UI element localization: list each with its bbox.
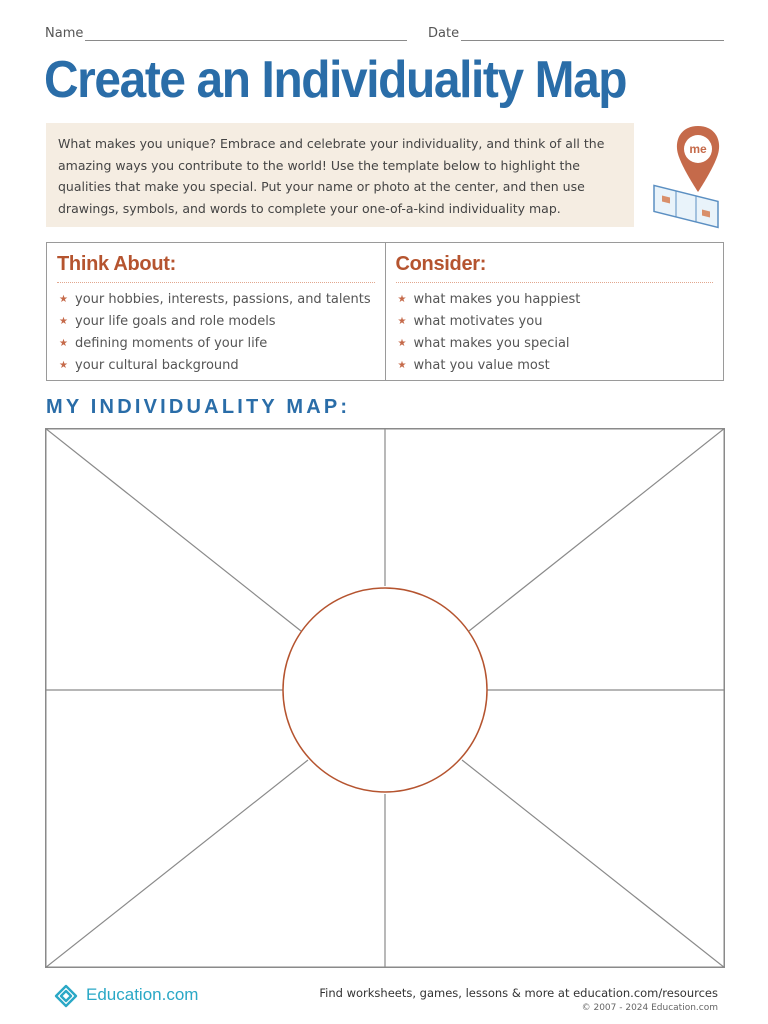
list-item: ★ what motivates you (396, 311, 714, 333)
map-line-top-right (469, 428, 725, 631)
center-circle (283, 588, 487, 792)
star-icon: ★ (397, 338, 407, 349)
footer-find-text[interactable]: Find worksheets, games, lessons & more at education.com/resources (319, 986, 718, 1000)
date-write-line[interactable] (461, 28, 724, 41)
star-icon: ★ (397, 360, 407, 371)
star-icon: ★ (59, 338, 68, 349)
list-item: ★ your cultural background (57, 355, 375, 377)
name-write-line[interactable] (85, 28, 407, 41)
education-logo-icon (52, 980, 82, 1010)
consider-column (385, 243, 724, 380)
map-line-bottom-right (462, 760, 725, 968)
logo-text: Education.com (86, 985, 199, 1004)
pin-label: me (689, 142, 707, 156)
education-logo[interactable] (52, 980, 198, 1010)
star-icon: ★ (59, 360, 68, 371)
intro-text: What makes you unique? Embrace and celebrate your individuality, and think of all the amazing ways you contribute to the world! Use the template below to highlight the qualities that make you special. Put your name or photo at the center, and then use drawings, symbols, and words to complete your one-of-a-kind individuality map. (46, 123, 634, 227)
list-item: ★ what you value most (396, 355, 714, 377)
footer-info (319, 986, 718, 1013)
consider-title: Consider: (396, 253, 714, 283)
individuality-map[interactable] (45, 428, 725, 968)
prompt-table (46, 242, 724, 381)
star-icon: ★ (397, 316, 407, 327)
think-about-title: Think About: (57, 253, 375, 283)
star-icon: ★ (59, 294, 68, 305)
list-item: ★ your hobbies, interests, passions, and talents (57, 289, 375, 311)
list-item: ★ defining moments of your life (57, 333, 375, 355)
date-field[interactable] (428, 26, 724, 41)
list-item: ★ what makes you special (396, 333, 714, 355)
name-field[interactable] (45, 26, 407, 41)
map-line-top-left (45, 428, 301, 631)
list-item: ★ what makes you happiest (396, 289, 714, 311)
star-icon: ★ (397, 294, 407, 305)
map-line-bottom-left (45, 760, 308, 968)
date-label: Date (428, 26, 460, 41)
star-icon: ★ (59, 316, 68, 327)
page-title: Create an Individuality Map (44, 51, 627, 109)
map-pin-icon (648, 122, 728, 232)
footer-copyright: © 2007 - 2024 Education.com (581, 1003, 718, 1013)
name-label: Name (45, 26, 84, 41)
list-item: ★ your life goals and role models (57, 311, 375, 333)
think-about-column (47, 243, 385, 380)
map-heading: MY INDIVIDUALITY MAP: (46, 396, 351, 418)
